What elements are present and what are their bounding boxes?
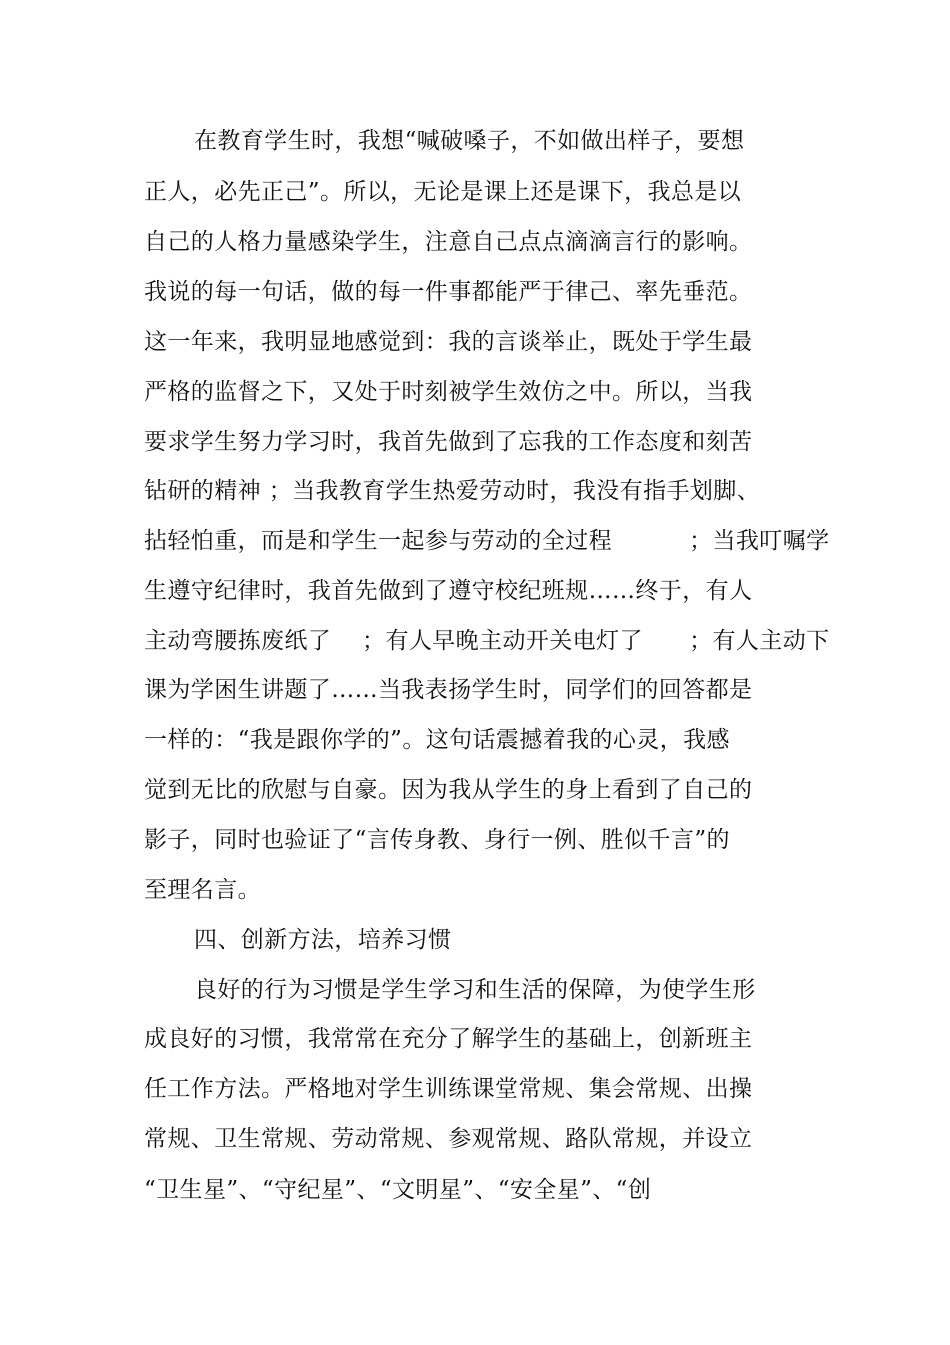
paragraph-line: 主动弯腰拣废纸了 ；有人早晚主动开关电灯了 ；有人主动下 bbox=[144, 628, 830, 654]
paragraph-line: 自己的人格力量感染学生，注意自己点点滴滴言行的影响。 bbox=[144, 229, 753, 255]
paragraph-line: 要求学生努力学习时，我首先做到了忘我的工作态度和刻苦 bbox=[144, 429, 753, 455]
paragraph-line: 至理名言。 bbox=[144, 877, 261, 903]
paragraph-line: 严格的监督之下，又处于时刻被学生效仿之中。所以，当我 bbox=[144, 379, 753, 405]
paragraph-line: 觉到无比的欣慰与自豪。因为我从学生的身上看到了自己的 bbox=[144, 777, 753, 803]
paragraph-line: 一样的：“我是跟你学的”。这句话震撼着我的心灵，我感 bbox=[144, 727, 730, 753]
paragraph-line: 这一年来，我明显地感觉到：我的言谈举止，既处于学生最 bbox=[144, 329, 753, 355]
paragraph-line: 任工作方法。严格地对学生训练课堂常规、集会常规、出操 bbox=[144, 1076, 753, 1102]
paragraph-line: 我说的每一句话，做的每一件事都能严于律己、率先垂范。 bbox=[144, 279, 753, 305]
paragraph-line: 常规、卫生常规、劳动常规、参观常规、路队常规，并设立 bbox=[144, 1126, 753, 1152]
paragraph-line: 生遵守纪律时，我首先做到了遵守校纪班规……终于，有人 bbox=[144, 578, 753, 604]
paragraph-line: 成良好的习惯，我常常在充分了解学生的基础上，创新班主 bbox=[144, 1026, 753, 1052]
paragraph-line: 在教育学生时，我想“喊破嗓子，不如做出样子，要想 bbox=[194, 128, 745, 154]
paragraph-line: 良好的行为习惯是学生学习和生活的保障，为使学生形 bbox=[194, 977, 756, 1003]
paragraph-line: 影子，同时也验证了“言传身教、身行一例、胜似千言”的 bbox=[144, 827, 730, 853]
paragraph-line: 课为学困生讲题了……当我表扬学生时，同学们的回答都是 bbox=[144, 677, 753, 703]
paragraph-line: “卫生星”、“守纪星”、“文明星”、“安全星”、“创 bbox=[144, 1177, 652, 1203]
paragraph-line: 正人，必先正己”。所以，无论是课上还是课下，我总是以 bbox=[144, 179, 742, 205]
paragraph-line: 钻研的精神 ；当我教育学生热爱劳动时，我没有指手划脚、 bbox=[144, 478, 761, 504]
section-heading: 四、创新方法，培养习惯 bbox=[194, 927, 452, 953]
paragraph-line: 拈轻怕重，而是和学生一起参与劳动的全过程 ；当我叮嘱学 bbox=[144, 528, 830, 554]
